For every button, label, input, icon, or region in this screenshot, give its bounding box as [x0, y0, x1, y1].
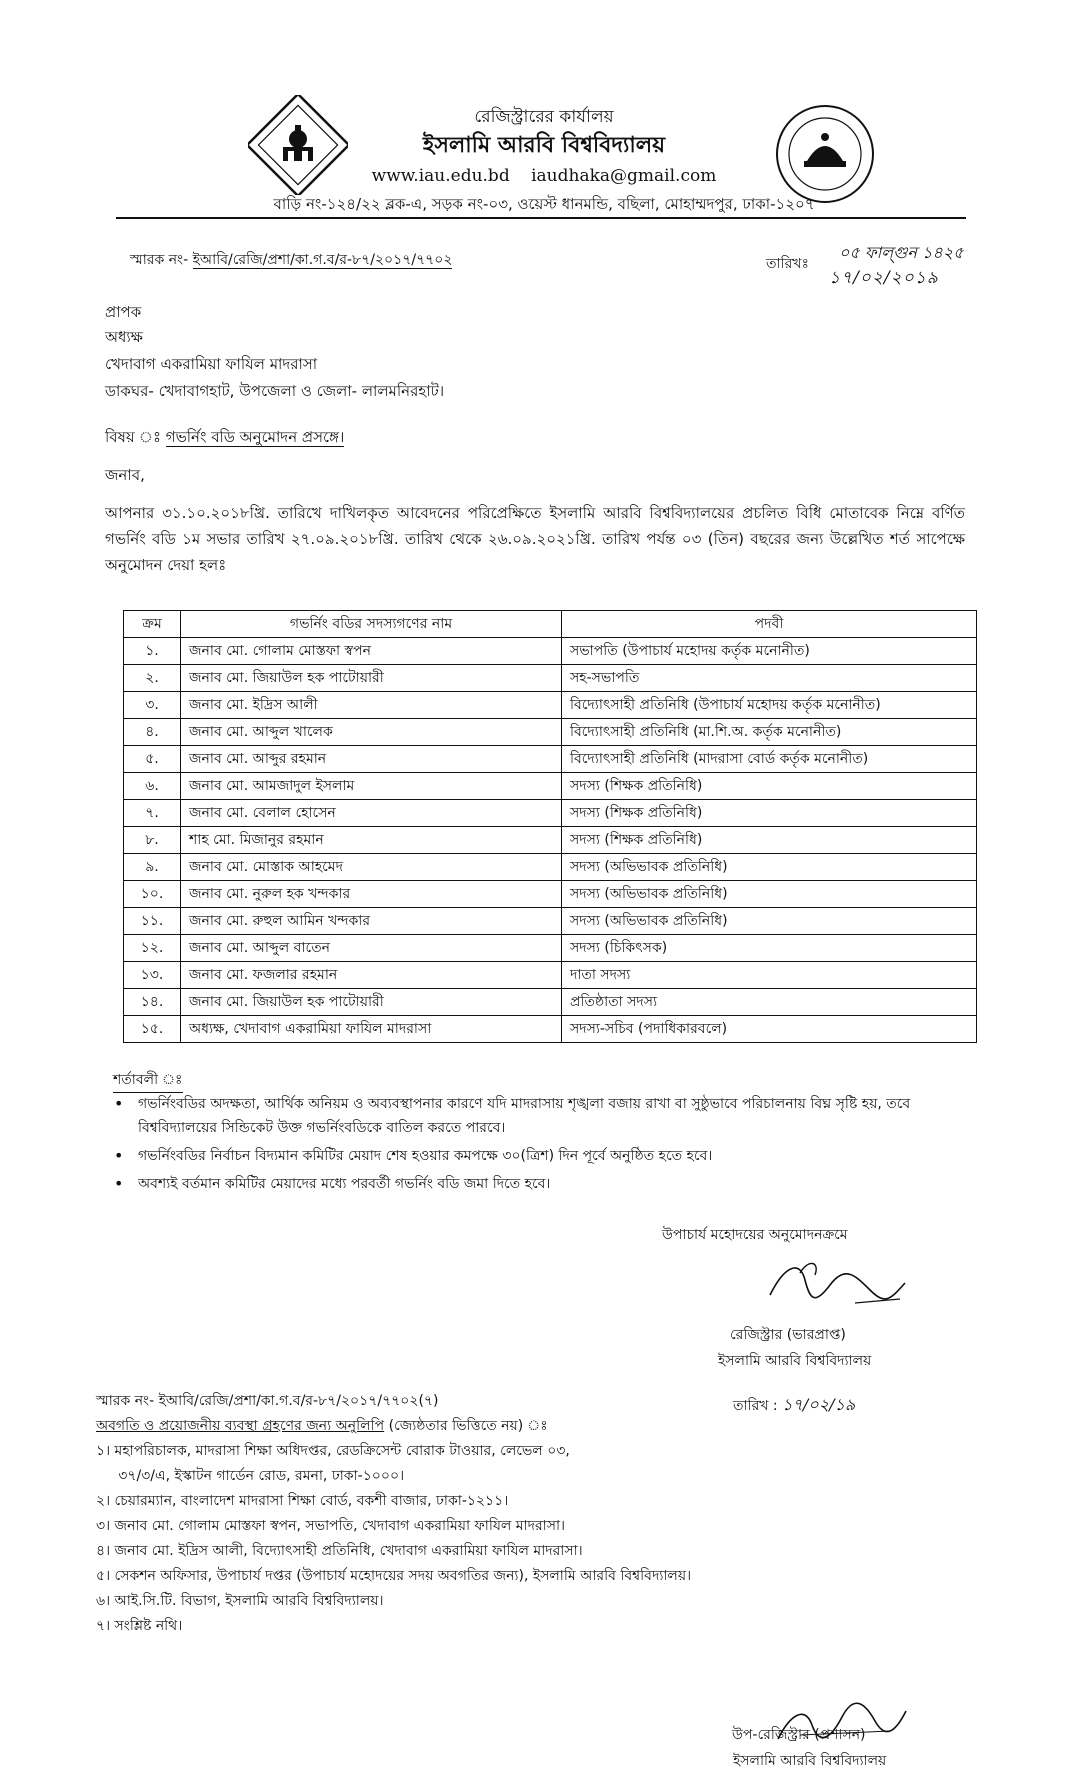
designation-cell: সদস্য (শিক্ষক প্রতিনিধি): [562, 773, 977, 800]
copy-item: ৩। জনাব মো. গোলাম মোস্তফা স্বপন, সভাপতি, খেদাবাগ একরামিয়া ফাযিল মাদরাসা।: [96, 1518, 566, 1534]
member-name-cell: শাহ মো. মিজানুর রহমান: [181, 827, 562, 854]
serial-cell: ৮.: [124, 827, 181, 854]
copy-item: ৬। আই.সি.টি. বিভাগ, ইসলামি আরবি বিশ্ববিদ্যালয়।: [96, 1593, 384, 1609]
member-name-cell: জনাব মো. আব্দুর রহমান: [181, 746, 562, 773]
table-row: [124, 692, 977, 719]
table-row: [124, 881, 977, 908]
subject-label: বিষয় ঃ: [105, 428, 161, 446]
copy-item: ৪। জনাব মো. ইদ্রিস আলী, বিদ্যোৎসাহী প্রতিনিধি, খেদাবাগ একরামিয়া ফাযিল মাদরাসা।: [96, 1543, 583, 1559]
table-row: [124, 962, 977, 989]
member-name-cell: জনাব মো. জিয়াউল হক পাটোয়ারী: [181, 665, 562, 692]
table-row: [124, 935, 977, 962]
registrar-title: রেজিস্ট্রার (ভারপ্রাপ্ত): [730, 1327, 846, 1343]
date-gregorian: ১৭/০২/২০১৯: [829, 268, 939, 288]
copy-list: [96, 1440, 956, 1640]
conditions-heading: শর্তাবলী ঃ: [113, 1068, 183, 1093]
serial-cell: ৭.: [124, 800, 181, 827]
deputy-registrar-title: উপ-রেজিস্ট্রার (প্রশাসন): [732, 1727, 866, 1743]
office-name: রেজিস্ট্রারের কার্যালয়: [474, 107, 614, 127]
designation-cell: সদস্য (অভিভাবক প্রতিনিধি): [562, 881, 977, 908]
table-row: [124, 800, 977, 827]
registrar-signature: [760, 1255, 910, 1315]
member-name-cell: জনাব মো. ইদ্রিস আলী: [181, 692, 562, 719]
address-line: বাড়ি নং-১২৪/২২ ব্লক-এ, সড়ক নং-০৩, ওয়েস্ট ধানমন্ডি, বছিলা, মোহাম্মদপুর, ঢাকা-১২০৭: [273, 195, 815, 213]
date-bangla: ০৫ ফাল্গুন ১৪২৫: [839, 243, 964, 262]
condition-item: • গভর্নিংবডির নির্বাচন বিদ্যমান কমিটির মেয়াদ শেষ হওয়ার কমপক্ষে ৩০(ত্রিশ) দিন পূর্বে অনুষ্ঠিত হতে হবে।: [110, 1144, 970, 1168]
copy-heading-text: অবগতি ও প্রয়োজনীয় ব্যবস্থা গ্রহণের জন্য অনুলিপি: [96, 1418, 385, 1434]
member-name-cell: জনাব মো. রুহুল আমিন খন্দকার: [181, 908, 562, 935]
member-name-cell: জনাব মো. মোস্তাক আহমেদ: [181, 854, 562, 881]
header-designation: পদবী: [562, 611, 977, 638]
official-seal: [774, 103, 876, 205]
copy-item: ২। চেয়ারম্যান, বাংলাদেশ মাদরাসা শিক্ষা বোর্ড, বকশী বাজার, ঢাকা-১২১১।: [96, 1493, 509, 1509]
recipient-institution: খেদাবাগ একরামিয়া ফাযিল মাদরাসা: [105, 355, 318, 373]
conditions-list: [110, 1092, 970, 1200]
designation-cell: সভাপতি (উপাচার্য মহোদয় কর্তৃক মনোনীত): [562, 638, 977, 665]
table-row: [124, 665, 977, 692]
designation-cell: সহ-সভাপতি: [562, 665, 977, 692]
table-row: [124, 827, 977, 854]
designation-cell: সদস্য-সচিব (পদাধিকারবলে): [562, 1016, 977, 1043]
table-row: [124, 908, 977, 935]
serial-cell: ৯.: [124, 854, 181, 881]
copy-item: ৫। সেকশন অফিসার, উপাচার্য দপ্তর (উপাচার্য মহোদয়ের সদয় অবগতির জন্য), ইসলামি আরবি বিশ্ববিদ্যালয়।: [96, 1568, 692, 1584]
serial-cell: ১৪.: [124, 989, 181, 1016]
table-row: [124, 773, 977, 800]
memo-reference: [130, 248, 452, 272]
serial-cell: ১২.: [124, 935, 181, 962]
designation-cell: সদস্য (শিক্ষক প্রতিনিধি): [562, 827, 977, 854]
deputy-registrar-org: ইসলামি আরবি বিশ্ববিদ্যালয়: [733, 1753, 887, 1769]
subject-text: গভর্নিং বডি অনুমোদন প্রসঙ্গে।: [165, 428, 345, 446]
copy-heading: [96, 1414, 548, 1438]
designation-cell: সদস্য (শিক্ষক প্রতিনিধি): [562, 800, 977, 827]
serial-cell: ৪.: [124, 719, 181, 746]
copy-item: ৩৭/৩/এ, ইস্কাটন গার্ডেন রোড, রমনা, ঢাকা-১০০০।: [96, 1468, 405, 1484]
date-label: তারিখঃ: [766, 256, 809, 272]
designation-cell: সদস্য (অভিভাবক প্রতিনিধি): [562, 854, 977, 881]
approval-note: উপাচার্য মহোদয়ের অনুমোদনক্রমে: [662, 1227, 848, 1243]
designation-cell: প্রতিষ্ঠাতা সদস্য: [562, 989, 977, 1016]
table-header-row: [124, 611, 977, 638]
copy-date-label: তারিখ :: [733, 1398, 778, 1414]
header-name: গভর্নিং বডির সদস্যগণের নাম: [181, 611, 562, 638]
header-serial: ক্রম: [124, 611, 181, 638]
copy-date: [733, 1392, 855, 1419]
copy-date-value: ১৭/০২/১৯: [782, 1395, 856, 1414]
body-paragraph: আপনার ৩১.১০.২০১৮খ্রি. তারিখে দাখিলকৃত আবেদনের পরিপ্রেক্ষিতে ইসলামি আরবি বিশ্ববিদ্যালয়ের প্রচলিত বিধি মোতাবেক নিম্নে বর্ণিত গভর্নিং বডি ১ম সভার তারিখ ২৭.০৯.২০১৮খ্রি. তারিখ থেকে ২৬.০৯.২০২১খ্রি. তারিখ পর্যন্ত ০৩ (তিন) বছরের জন্য উল্লেখিত শর্ত সাপেক্ষে অনুমোদন দেয়া হলঃ: [105, 504, 965, 574]
serial-cell: ১০.: [124, 881, 181, 908]
memo-label: স্মারক নং-: [130, 252, 189, 268]
letterhead-divider: [116, 217, 966, 219]
subject-line: [105, 426, 344, 451]
website-text: www.iau.edu.bd: [371, 166, 510, 186]
designation-cell: দাতা সদস্য: [562, 962, 977, 989]
recipient-title: অধ্যক্ষ: [105, 328, 143, 346]
recipient-label: প্রাপক: [105, 303, 142, 321]
member-name-cell: জনাব মো. জিয়াউল হক পাটোয়ারী: [181, 989, 562, 1016]
email-text: iaudhaka@gmail.com: [531, 166, 717, 186]
copy-heading-note: (জ্যেষ্ঠতার ভিত্তিতে নয়) ঃ: [388, 1418, 548, 1434]
member-name-cell: জনাব মো. গোলাম মোস্তফা স্বপন: [181, 638, 562, 665]
member-name-cell: জনাব মো. আব্দুল বাতেন: [181, 935, 562, 962]
copy-memo-reference: [96, 1389, 439, 1413]
member-name-cell: অধ্যক্ষ, খেদাবাগ একরামিয়া ফাযিল মাদরাসা: [181, 1016, 562, 1043]
member-name-cell: জনাব মো. নুরুল হক খন্দকার: [181, 881, 562, 908]
designation-cell: বিদ্যোৎসাহী প্রতিনিধি (উপাচার্য মহোদয় কর্তৃক মনোনীত): [562, 692, 977, 719]
serial-cell: ১.: [124, 638, 181, 665]
designation-cell: বিদ্যোৎসাহী প্রতিনিধি (মা.শি.অ. কর্তৃক মনোনীত): [562, 719, 977, 746]
table-row: [124, 746, 977, 773]
table-row: [124, 719, 977, 746]
copy-memo-number: ইআবি/রেজি/প্রশা/কা.গ.ব/র-৮৭/২০১৭/৭৭০২(৭): [158, 1393, 439, 1409]
memo-number: ইআবি/রেজি/প্রশা/কা.গ.ব/র-৮৭/২০১৭/৭৭০২: [192, 252, 453, 268]
member-name-cell: জনাব মো. ফজলার রহমান: [181, 962, 562, 989]
condition-item: • গভর্নিংবডির অদক্ষতা, আর্থিক অনিয়ম ও অব্যবস্থাপনার কারণে যদি মাদরাসায় শৃঙ্খলা বজায় রাখা বা সুষ্ঠুভাবে পরিচালনায় বিঘ্ন সৃষ্টি হয়, তবে বিশ্ববিদ্যালয়ের সিন্ডিকেট উক্ত গভর্নিংবডিকে বাতিল করতে পারবে।: [110, 1092, 970, 1140]
table-row: [124, 1016, 977, 1043]
university-name: ইসলামি আরবি বিশ্ববিদ্যালয়: [422, 133, 666, 158]
governing-body-table: [123, 610, 977, 1043]
serial-cell: ২.: [124, 665, 181, 692]
table-row: [124, 638, 977, 665]
copy-memo-label: স্মারক নং-: [96, 1393, 155, 1409]
serial-cell: ১১.: [124, 908, 181, 935]
serial-cell: ১৫.: [124, 1016, 181, 1043]
member-name-cell: জনাব মো. আব্দুল খালেক: [181, 719, 562, 746]
salutation: জনাব,: [105, 466, 145, 484]
designation-cell: সদস্য (চিকিৎসক): [562, 935, 977, 962]
serial-cell: ৩.: [124, 692, 181, 719]
designation-cell: বিদ্যোৎসাহী প্রতিনিধি (মাদরাসা বোর্ড কর্তৃক মনোনীত): [562, 746, 977, 773]
member-name-cell: জনাব মো. আমজাদুল ইসলাম: [181, 773, 562, 800]
registrar-org: ইসলামি আরবি বিশ্ববিদ্যালয়: [718, 1353, 872, 1369]
serial-cell: ৫.: [124, 746, 181, 773]
member-name-cell: জনাব মো. বেলাল হোসেন: [181, 800, 562, 827]
copy-item: ১। মহাপরিচালক, মাদরাসা শিক্ষা অধিদপ্তর, রেডক্রিসেন্ট বোরাক টাওয়ার, লেভেল ০৩,: [96, 1443, 570, 1459]
designation-cell: সদস্য (অভিভাবক প্রতিনিধি): [562, 908, 977, 935]
copy-item: ৭। সংশ্লিষ্ট নথি।: [96, 1618, 183, 1634]
serial-cell: ৬.: [124, 773, 181, 800]
serial-cell: ১৩.: [124, 962, 181, 989]
contact-line: [0, 166, 1088, 186]
table-row: [124, 989, 977, 1016]
table-row: [124, 854, 977, 881]
recipient-address: ডাকঘর- খেদাবাগহাট, উপজেলা ও জেলা- লালমনিরহাট।: [105, 382, 445, 400]
condition-item: • অবশ্যই বর্তমান কমিটির মেয়াদের মধ্যে পরবর্তী গভর্নিং বডি জমা দিতে হবে।: [110, 1172, 970, 1196]
